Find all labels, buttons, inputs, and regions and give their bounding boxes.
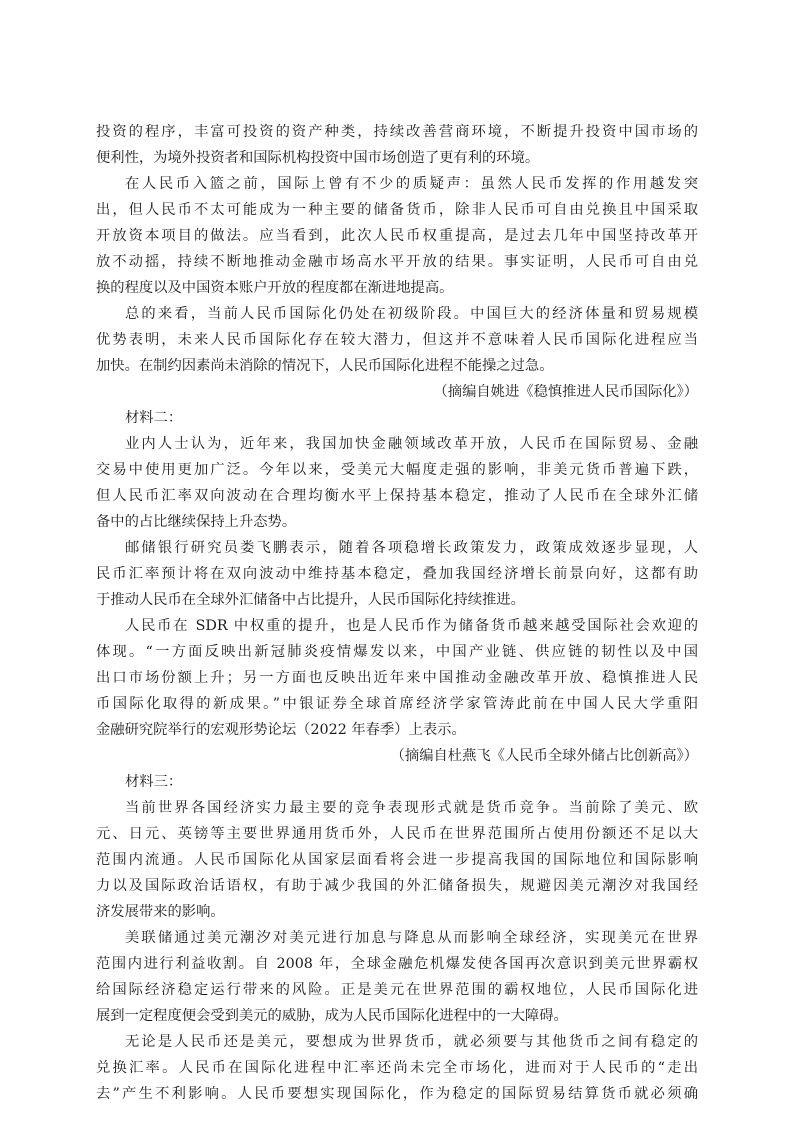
source-citation: （摘编自姚进《稳慎推进人民币国际化》）: [433, 384, 698, 400]
body-text-line: 交易中使用更加广泛。今年以来，受美元大幅度走强的影响，非美元货币普遍下跌，: [96, 462, 698, 478]
body-text-line: 放不动摇，持续不断地推动金融市场高水平开放的结果。事实证明，人民币可自由兑: [96, 254, 698, 270]
body-text-line: 元、日元、英镑等主要世界通用货币外，人民币在世界范围所占使用份额还不足以大: [96, 826, 698, 842]
body-text-line: 济发展带来的影响。: [96, 904, 225, 920]
body-text-line: 备中的占比继续保持上升态势。: [96, 514, 297, 530]
body-text-line: 民币汇率预计将在双向波动中维持基本稳定，叠加我国经济增长前景向好，这都有助: [96, 566, 698, 582]
body-text-line: 给国际经济稳定运行带来的风险。正是美元在世界范围的霸权地位，人民币国际化进: [96, 982, 698, 998]
paragraph-first-line: 当前世界各国经济实力最主要的竞争表现形式就是货币竞争。当前除了美元、欧: [125, 800, 698, 816]
body-text-line: 体现。“一方面反映出新冠肺炎疫情爆发以来，中国产业链、供应链的韧性以及中国: [96, 644, 698, 660]
paragraph-first-line: 邮储银行研究员娄飞鹏表示，随着各项稳增长政策发力，政策成效逐步显现，人: [125, 540, 698, 556]
body-text-line: 去”产生不利影响。人民币要想实现国际化，作为稳定的国际贸易结算货币就必须确: [96, 1086, 698, 1102]
body-text-line: 换的程度以及中国资本账户开放的程度都在渐进地提高。: [96, 280, 454, 296]
body-text-line: 力以及国际政治话语权，有助于减少我国的外汇储备损失，规避因美元潮汐对我国经: [96, 878, 698, 894]
body-text-line: 于推动人民币在全球外汇储备中占比提升，人民币国际化持续推进。: [96, 592, 525, 608]
body-text-line: 出口市场份额上升；另一方面也反映出近年来中国推动金融改革开放、稳慎推进人民: [96, 670, 698, 686]
body-text-line: 币国际化取得的新成果。”中银证券全球首席经济学家管涛此前在中国人民大学重阳: [96, 696, 698, 712]
paragraph-first-line: 美联储通过美元潮汐对美元进行加息与降息从而影响全球经济，实现美元在世界: [125, 930, 698, 946]
source-citation: （摘编自杜燕飞《人民币全球外储占比创新高》）: [390, 748, 698, 764]
body-text-line: 开放资本项目的做法。应当看到，此次人民币权重提高，是过去几年中国坚持改革开: [96, 228, 698, 244]
document-page: [96, 119, 698, 1107]
body-text-line: 范围内进行利益收割。自 2008 年，全球金融危机爆发使各国再次意识到美元世界霸权: [96, 956, 698, 972]
paragraph-first-line: 人民币在 SDR 中权重的提升，也是人民币作为储备货币越来越受国际社会欢迎的: [125, 618, 698, 634]
paragraph-first-line: 无论是人民币还是美元，要想成为世界货币，就必须要与其他货币之间有稳定的: [125, 1034, 698, 1050]
paragraph-first-line: 总的来看，当前人民币国际化仍处在初级阶段。中国巨大的经济体量和贸易规模: [125, 306, 698, 322]
body-text-line: 但人民币汇率双向波动在合理均衡水平上保持基本稳定，推动了人民币在全球外汇储: [96, 488, 698, 504]
body-text-line: 金融研究院举行的宏观形势论坛（2022 年春季）上表示。: [96, 722, 466, 738]
body-text-line: 加快。在制约因素尚未消除的情况下，人民币国际化进程不能操之过急。: [96, 358, 554, 374]
body-text-line: 便利性，为境外投资者和国际机构投资中国市场创造了更有利的环境。: [96, 150, 540, 166]
section-label: 材料三：: [125, 774, 183, 790]
body-text-line: 范围内流通。人民币国际化从国家层面看将会进一步提高我国的国际地位和国际影响: [96, 852, 698, 868]
section-label: 材料二：: [125, 410, 183, 426]
paragraph-first-line: 业内人士认为，近年来，我国加快金融领域改革开放，人民币在国际贸易、金融: [125, 436, 698, 452]
body-text-line: 投资的程序，丰富可投资的资产种类，持续改善营商环境，不断提升投资中国市场的: [96, 124, 698, 140]
body-text-line: 兑换汇率。人民币在国际化进程中汇率还尚未完全市场化，进而对于人民币的“走出: [96, 1060, 698, 1076]
body-text-line: 展到一定程度便会受到美元的威胁，成为人民币国际化进程中的一大障碍。: [96, 1008, 568, 1024]
body-text-line: 出，但人民币不太可能成为一种主要的储备货币，除非人民币可自由兑换且中国采取: [96, 202, 698, 218]
paragraph-first-line: 在人民币入篮之前，国际上曾有不少的质疑声：虽然人民币发挥的作用越发突: [125, 176, 698, 192]
body-text-line: 优势表明，未来人民币国际化存在较大潜力，但这并不意味着人民币国际化进程应当: [96, 332, 698, 348]
